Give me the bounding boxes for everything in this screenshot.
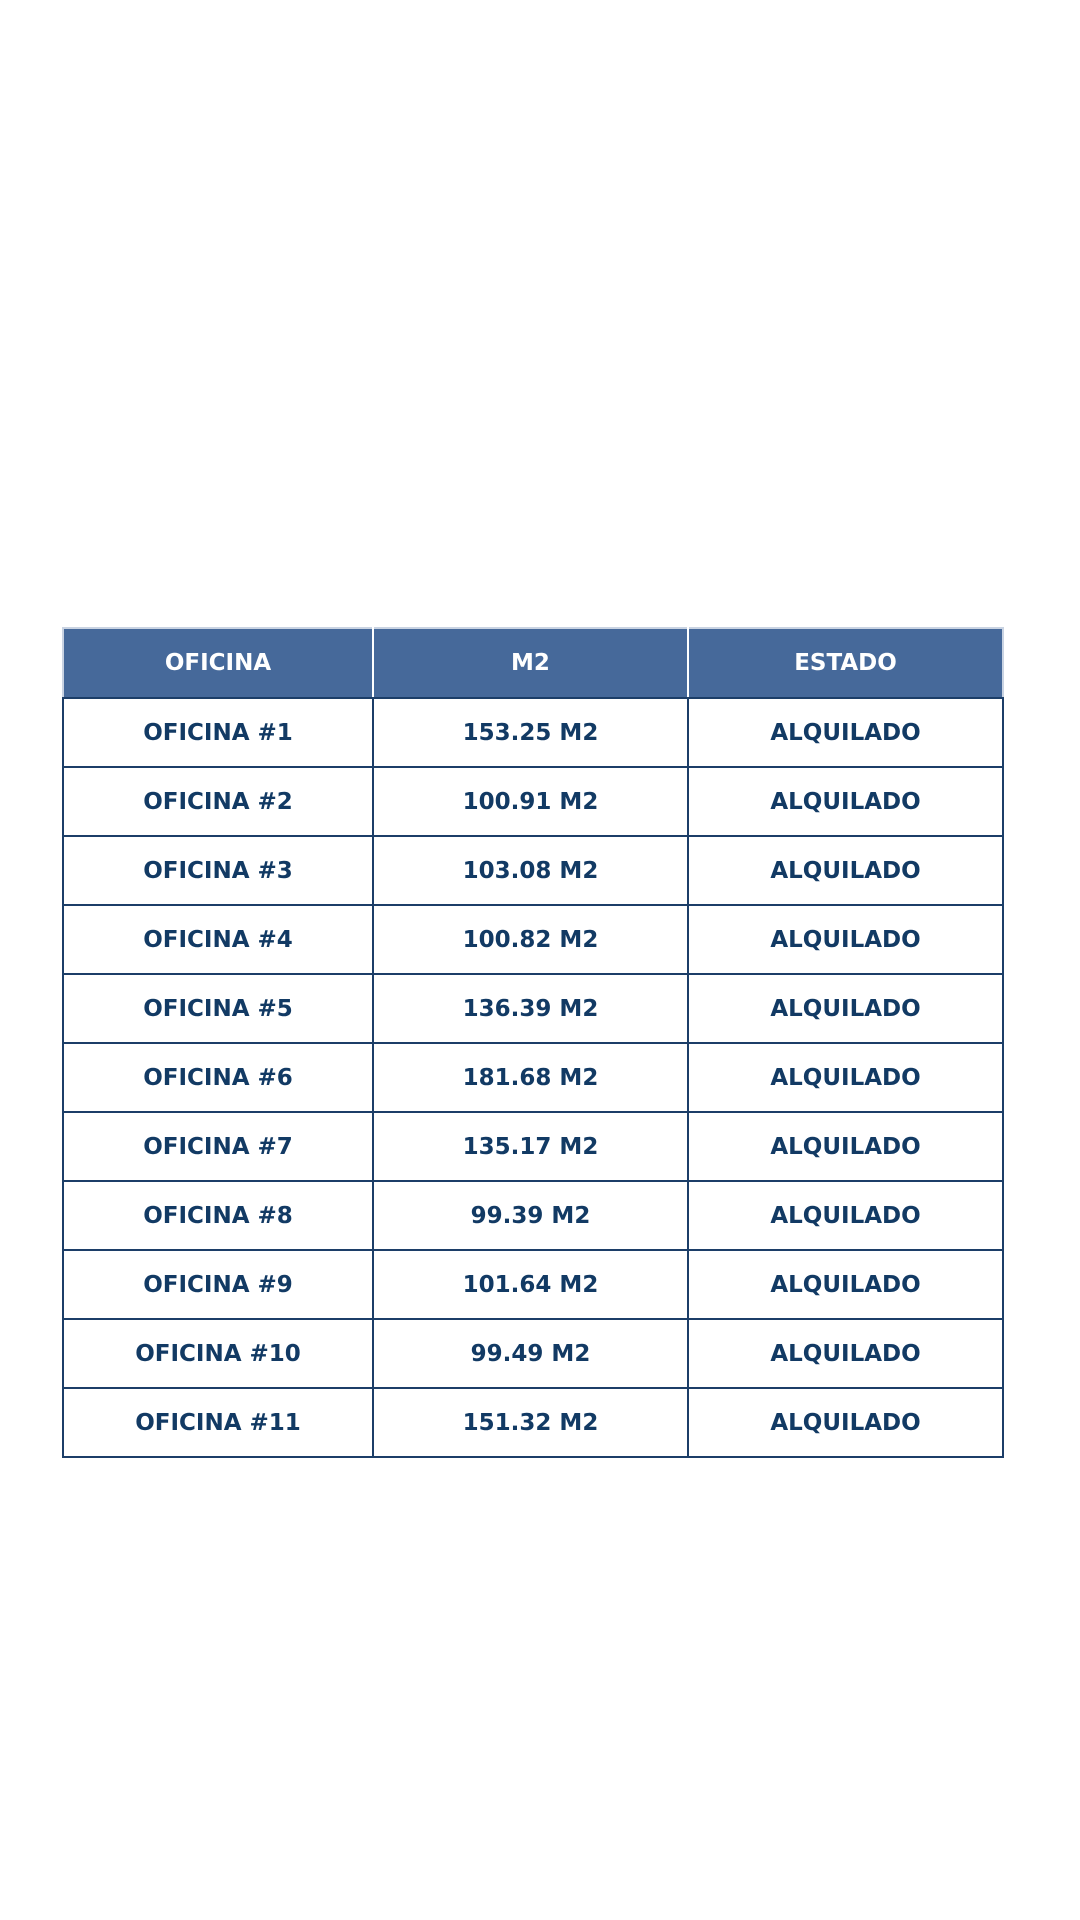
cell-oficina: OFICINA #8 (63, 1181, 373, 1250)
table-row (63, 1112, 1003, 1181)
header-estado: ESTADO (688, 628, 1003, 698)
cell-oficina: OFICINA #2 (63, 767, 373, 836)
table-row (63, 974, 1003, 1043)
cell-oficina: OFICINA #11 (63, 1388, 373, 1457)
cell-oficina: OFICINA #5 (63, 974, 373, 1043)
table-header-row (63, 628, 1003, 698)
cell-m2: 151.32 M2 (373, 1388, 688, 1457)
cell-m2: 99.39 M2 (373, 1181, 688, 1250)
cell-m2: 153.25 M2 (373, 698, 688, 767)
table-row (63, 1319, 1003, 1388)
table-row (63, 698, 1003, 767)
cell-m2: 103.08 M2 (373, 836, 688, 905)
cell-oficina: OFICINA #10 (63, 1319, 373, 1388)
cell-estado: ALQUILADO (688, 1043, 1003, 1112)
cell-m2: 136.39 M2 (373, 974, 688, 1043)
cell-estado: ALQUILADO (688, 1319, 1003, 1388)
table-row (63, 1043, 1003, 1112)
cell-estado: ALQUILADO (688, 1388, 1003, 1457)
office-availability-table (62, 627, 1004, 1458)
table-row (63, 767, 1003, 836)
cell-estado: ALQUILADO (688, 905, 1003, 974)
header-oficina: OFICINA (63, 628, 373, 698)
office-table-container (62, 627, 1002, 1458)
cell-estado: ALQUILADO (688, 974, 1003, 1043)
table-row (63, 1388, 1003, 1457)
cell-m2: 100.82 M2 (373, 905, 688, 974)
cell-estado: ALQUILADO (688, 1181, 1003, 1250)
cell-estado: ALQUILADO (688, 836, 1003, 905)
cell-estado: ALQUILADO (688, 767, 1003, 836)
table-row (63, 1181, 1003, 1250)
header-m2: M2 (373, 628, 688, 698)
cell-m2: 100.91 M2 (373, 767, 688, 836)
cell-m2: 101.64 M2 (373, 1250, 688, 1319)
table-row (63, 905, 1003, 974)
table-row (63, 836, 1003, 905)
cell-m2: 135.17 M2 (373, 1112, 688, 1181)
cell-oficina: OFICINA #7 (63, 1112, 373, 1181)
cell-oficina: OFICINA #1 (63, 698, 373, 767)
cell-estado: ALQUILADO (688, 1112, 1003, 1181)
cell-oficina: OFICINA #9 (63, 1250, 373, 1319)
cell-m2: 99.49 M2 (373, 1319, 688, 1388)
cell-estado: ALQUILADO (688, 1250, 1003, 1319)
cell-m2: 181.68 M2 (373, 1043, 688, 1112)
cell-oficina: OFICINA #6 (63, 1043, 373, 1112)
cell-oficina: OFICINA #3 (63, 836, 373, 905)
table-row (63, 1250, 1003, 1319)
cell-estado: ALQUILADO (688, 698, 1003, 767)
cell-oficina: OFICINA #4 (63, 905, 373, 974)
